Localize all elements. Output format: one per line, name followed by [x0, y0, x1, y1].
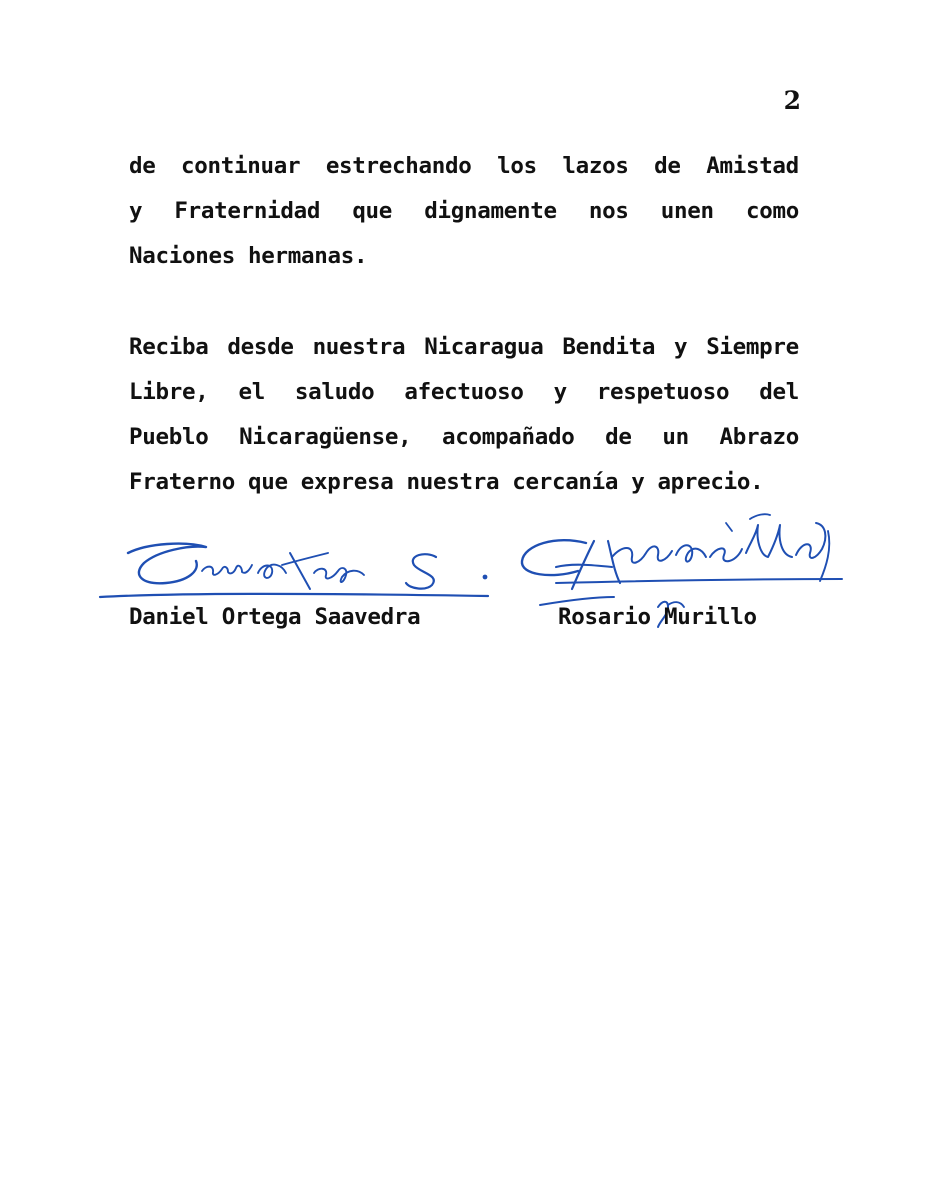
page-number: 2 — [783, 86, 801, 115]
word: Siempre — [706, 334, 799, 360]
signatory-name-right: Rosario Murillo — [558, 604, 757, 630]
text-line — [129, 234, 799, 279]
word: Naciones — [129, 243, 235, 269]
word: estrechando — [325, 153, 472, 179]
word: el — [238, 379, 265, 405]
word: cercanía — [512, 469, 619, 495]
word: nuestra — [406, 469, 500, 495]
paragraph-1 — [129, 144, 799, 279]
word: saludo — [294, 379, 375, 405]
text-line — [129, 460, 799, 505]
word: del — [759, 379, 799, 405]
word: de — [605, 424, 632, 450]
word: y — [129, 198, 143, 224]
word: Fraternidad — [174, 198, 321, 224]
word: afectuoso — [404, 379, 524, 405]
text-line — [129, 325, 799, 370]
word: expresa — [300, 469, 394, 495]
word: y — [553, 379, 567, 405]
word: y — [674, 334, 688, 360]
word: los — [497, 153, 537, 179]
word: desde — [227, 334, 294, 360]
word: de — [129, 153, 156, 179]
word: de — [654, 153, 681, 179]
word: Abrazo — [719, 424, 799, 450]
word: que — [352, 198, 393, 224]
word: que — [247, 469, 288, 495]
text-line — [129, 370, 799, 415]
text-line — [129, 144, 799, 189]
signatory-name-left: Daniel Ortega Saavedra — [129, 604, 421, 630]
word: nos — [588, 198, 629, 224]
word: Nicaragüense, — [239, 424, 412, 450]
word: Amistad — [706, 153, 799, 179]
word: lazos — [562, 153, 629, 179]
word: y — [631, 469, 645, 495]
word: Reciba — [129, 334, 209, 360]
word: dignamente — [424, 198, 557, 224]
text-line — [129, 415, 799, 460]
word: como — [745, 198, 799, 224]
word: Fraterno — [129, 469, 235, 495]
word: un — [662, 424, 689, 450]
word: acompañado — [442, 424, 575, 450]
word: aprecio. — [657, 469, 764, 495]
word: Nicaragua — [424, 334, 544, 360]
word: respetuoso — [596, 379, 730, 405]
word: Libre, — [129, 379, 209, 405]
word: unen — [660, 198, 714, 224]
text-line — [129, 189, 799, 234]
word: nuestra — [312, 334, 406, 360]
word: hermanas. — [247, 243, 368, 269]
signature-left — [96, 535, 496, 610]
word: Pueblo — [129, 424, 209, 450]
paragraph-2 — [129, 325, 799, 505]
word: continuar — [181, 153, 301, 179]
word: Bendita — [562, 334, 656, 360]
